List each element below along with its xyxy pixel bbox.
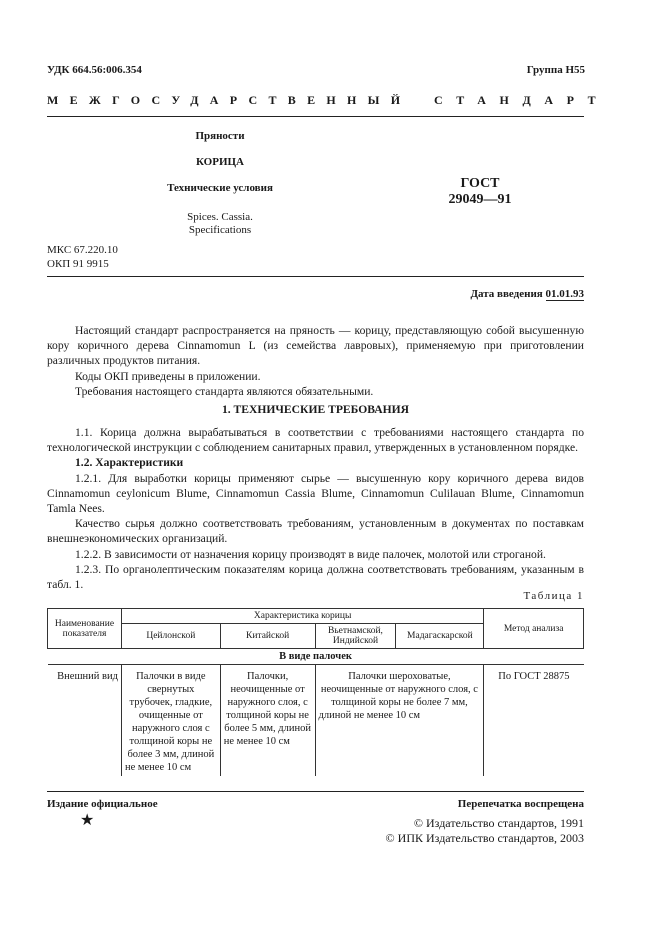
banner-word-standard: СТАНДАРТ xyxy=(434,93,610,107)
paragraph-1-1: 1.1. Корица должна вырабатываться в соответствии с требованиями настоящего стандарта по технологической инструкции с соблюдением санитарных правил, утвержденных в установленном порядке. xyxy=(47,426,584,455)
subheading-1-2: 1.2. Характеристики xyxy=(75,456,184,470)
udk-code: УДК 664.56:006.354 xyxy=(47,64,142,76)
title-english-1: Spices. Cassia. xyxy=(187,211,253,223)
header-china: Китайской xyxy=(220,624,315,649)
introduction-date-label: Дата введения xyxy=(470,288,543,300)
introduction-date-value: 01.01.93 xyxy=(545,288,584,300)
reprint-notice: Перепечатка воспрещена xyxy=(457,798,584,810)
cell-method: По ГОСТ 28875 xyxy=(484,665,584,777)
gost-number xyxy=(400,176,560,208)
header-rule xyxy=(47,116,584,117)
mks-code: МКС 67.220.10 xyxy=(47,244,118,256)
title-subtitle: Технические условия xyxy=(167,182,273,194)
table-row xyxy=(48,665,584,777)
header-madagascar: Мадагаскарской xyxy=(396,624,484,649)
cell-vietnam-madagascar: Палочки шероховатые, неочищенные от наружного слоя, с толщиной коры не более 7 мм, длиной не менее 10 см xyxy=(315,665,484,777)
footer-rule xyxy=(47,791,584,792)
title-category: Пряности xyxy=(195,130,245,142)
requirements-text xyxy=(47,425,584,592)
header-vietnam: Вьетнамской, Индийской xyxy=(315,624,396,649)
header-characteristic: Характеристика корицы xyxy=(121,609,483,624)
introduction-text xyxy=(47,323,584,399)
paragraph-1-2-1: 1.2.1. Для выработки корицы применяют сырье — высушенную кору коричного дерева видов Cinnamomun ceylonicum Blume, Cinnamomun Cassia Blume, Cinnamomun Culilauan Blume, Cinnamomun Tamla Nees. xyxy=(47,471,584,516)
official-edition: Издание официальное xyxy=(47,798,158,810)
introduction-date xyxy=(470,288,584,300)
paragraph-okp: Коды ОКП приведены в приложении. xyxy=(75,369,261,383)
paragraph-1-2-2: 1.2.2. В зависимости от назначения корицу производят в виде палочек, молотой или строганой. xyxy=(75,547,546,561)
table-section-row xyxy=(48,649,584,665)
section-heading: 1. ТЕХНИЧЕСКИЕ ТРЕБОВАНИЯ xyxy=(221,403,410,416)
header-indicator: Наименование показателя xyxy=(48,609,122,649)
codes-rule xyxy=(47,276,584,277)
gost-code: 29049—91 xyxy=(448,192,512,207)
copyright-2003: © ИПК Издательство стандартов, 2003 xyxy=(385,831,584,845)
banner-word-interstate: МЕЖГОСУДАРСТВЕННЫЙ xyxy=(47,93,412,107)
copyright-1991: © Издательство стандартов, 1991 xyxy=(413,816,584,830)
gost-label: ГОСТ xyxy=(460,176,500,191)
paragraph-mandatory: Требования настоящего стандарта являются обязательными. xyxy=(75,384,374,398)
star-icon: ★ xyxy=(80,812,95,829)
paragraph-1-2-3: 1.2.3. По органолептическим показателям корица должна соответствовать требованиям, указанным в табл. 1. xyxy=(47,562,584,592)
header-ceylon: Цейлонской xyxy=(121,624,220,649)
cell-ceylon: Палочки в виде свернутых трубочек, гладкие, очищенные от наружного слоя с толщиной коры не более 3 мм, длиной не менее 10 см xyxy=(121,665,220,777)
table-header-row xyxy=(48,609,584,624)
organoleptic-table xyxy=(47,608,584,776)
header-method: Метод анализа xyxy=(484,609,584,649)
standard-banner xyxy=(47,93,610,108)
section-sticks: В виде палочек xyxy=(48,649,584,665)
paragraph-quality: Качество сырья должно соответствовать требованиям, установленным в документах по поставкам внешнеэкономических организаций. xyxy=(47,517,584,546)
table-caption: Таблица 1 xyxy=(523,590,584,602)
okp-code: ОКП 91 9915 xyxy=(47,258,109,270)
classification-codes xyxy=(47,243,118,271)
row-appearance: Внешний вид xyxy=(48,665,122,777)
paragraph-scope: Настоящий стандарт распространяется на пряность — корицу, представляющую собой высушенную кору коричного дерева Cinnamomun L (из семейства лавровых), применяемую при приготовлении различных продуктов питания. xyxy=(47,324,584,368)
title-name: КОРИЦА xyxy=(195,156,245,168)
group-code: Группа Н55 xyxy=(526,64,585,76)
title-english-2: Specifications xyxy=(188,224,252,236)
cell-china: Палочки, неочищенные от наружного слоя, с толщиной коры не более 5 мм, длиной не менее 10 см xyxy=(220,665,315,777)
